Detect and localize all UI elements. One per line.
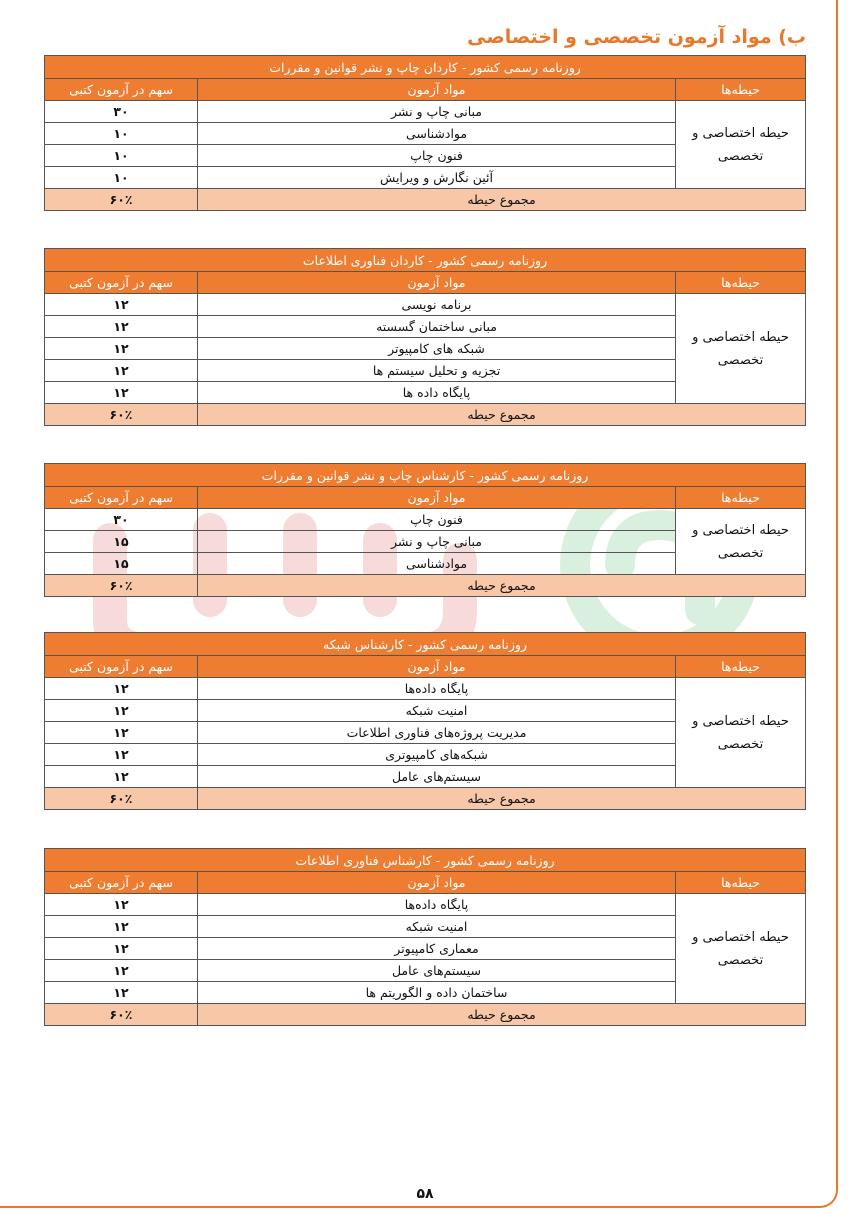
table-row <box>45 894 806 916</box>
column-header-share: سهم در آزمون کتبی <box>45 656 198 678</box>
column-header-domain: حیطه‌ها <box>676 872 806 894</box>
subject-cell: تجزیه و تحلیل سیستم ها <box>198 360 676 382</box>
subject-cell: مدیریت پروژه‌های فناوری اطلاعات <box>198 722 676 744</box>
subject-cell: پایگاه داده‌ها <box>198 894 676 916</box>
subject-cell: شبکه های کامپیوتر <box>198 338 676 360</box>
share-cell: ۱۲ <box>45 894 198 916</box>
exam-table <box>44 463 806 597</box>
subject-cell: مبانی ساختمان گسسته <box>198 316 676 338</box>
subject-cell: امنیت شبکه <box>198 700 676 722</box>
column-header-domain: حیطه‌ها <box>676 487 806 509</box>
subject-cell: پایگاه داده‌ها <box>198 678 676 700</box>
column-header-subject: مواد آزمون <box>198 487 676 509</box>
column-header-share: سهم در آزمون کتبی <box>45 79 198 101</box>
column-header-share: سهم در آزمون کتبی <box>45 872 198 894</box>
total-label: مجموع حیطه <box>198 189 806 211</box>
column-header-subject: مواد آزمون <box>198 872 676 894</box>
total-label: مجموع حیطه <box>198 575 806 597</box>
subject-cell: شبکه‌های کامپیوتری <box>198 744 676 766</box>
subject-cell: آئین نگارش و ویرایش <box>198 167 676 189</box>
table-row <box>45 101 806 123</box>
share-cell: ۳۰ <box>45 509 198 531</box>
total-row <box>45 404 806 426</box>
total-label: مجموع حیطه <box>198 788 806 810</box>
table-title: روزنامه رسمی کشور - کارشناس فناوری اطلاعات <box>45 849 806 872</box>
total-value: ۶۰٪ <box>45 788 198 810</box>
subject-cell: موادشناسی <box>198 123 676 145</box>
table-title: روزنامه رسمی کشور - کارشناس چاپ و نشر قوانین و مقررات <box>45 464 806 487</box>
total-value: ۶۰٪ <box>45 189 198 211</box>
table-title: روزنامه رسمی کشور - کاردان چاپ و نشر قوانین و مقررات <box>45 56 806 79</box>
domain-cell: حیطه اختصاصی و تخصصی <box>676 509 806 575</box>
total-value: ۶۰٪ <box>45 1004 198 1026</box>
subject-cell: مبانی چاپ و نشر <box>198 531 676 553</box>
subject-cell: سیستم‌های عامل <box>198 766 676 788</box>
subject-cell: برنامه نویسی <box>198 294 676 316</box>
share-cell: ۱۲ <box>45 382 198 404</box>
total-label: مجموع حیطه <box>198 1004 806 1026</box>
share-cell: ۱۲ <box>45 294 198 316</box>
column-header-subject: مواد آزمون <box>198 272 676 294</box>
share-cell: ۱۲ <box>45 938 198 960</box>
share-cell: ۱۲ <box>45 960 198 982</box>
column-header-subject: مواد آزمون <box>198 656 676 678</box>
subject-cell: پایگاه داده ها <box>198 382 676 404</box>
share-cell: ۱۲ <box>45 678 198 700</box>
total-value: ۶۰٪ <box>45 404 198 426</box>
share-cell: ۱۰ <box>45 123 198 145</box>
subject-cell: فنون چاپ <box>198 145 676 167</box>
exam-table <box>44 55 806 211</box>
table-row <box>45 678 806 700</box>
column-header-domain: حیطه‌ها <box>676 656 806 678</box>
total-row <box>45 1004 806 1026</box>
column-header-share: سهم در آزمون کتبی <box>45 487 198 509</box>
column-header-share: سهم در آزمون کتبی <box>45 272 198 294</box>
total-value: ۶۰٪ <box>45 575 198 597</box>
share-cell: ۱۰ <box>45 145 198 167</box>
share-cell: ۱۲ <box>45 766 198 788</box>
exam-table <box>44 848 806 1026</box>
page-number: ۵۸ <box>416 1186 434 1202</box>
share-cell: ۳۰ <box>45 101 198 123</box>
subject-cell: ساختمان داده و الگوریتم ها <box>198 982 676 1004</box>
domain-cell: حیطه اختصاصی و تخصصی <box>676 894 806 1004</box>
page-title: ب) مواد آزمون تخصصی و اختصاصی <box>467 26 806 48</box>
share-cell: ۱۵ <box>45 553 198 575</box>
share-cell: ۱۲ <box>45 700 198 722</box>
table-row <box>45 509 806 531</box>
subject-cell: موادشناسی <box>198 553 676 575</box>
total-row <box>45 189 806 211</box>
share-cell: ۱۲ <box>45 722 198 744</box>
share-cell: ۱۲ <box>45 982 198 1004</box>
exam-table <box>44 248 806 426</box>
subject-cell: امنیت شبکه <box>198 916 676 938</box>
share-cell: ۱۲ <box>45 316 198 338</box>
total-row <box>45 788 806 810</box>
total-label: مجموع حیطه <box>198 404 806 426</box>
share-cell: ۱۰ <box>45 167 198 189</box>
table-title: روزنامه رسمی کشور - کارشناس شبکه <box>45 633 806 656</box>
table-title: روزنامه رسمی کشور - کاردان فناوری اطلاعات <box>45 249 806 272</box>
subject-cell: فنون چاپ <box>198 509 676 531</box>
column-header-domain: حیطه‌ها <box>676 79 806 101</box>
exam-table <box>44 632 806 810</box>
share-cell: ۱۵ <box>45 531 198 553</box>
domain-cell: حیطه اختصاصی و تخصصی <box>676 678 806 788</box>
subject-cell: سیستم‌های عامل <box>198 960 676 982</box>
share-cell: ۱۲ <box>45 916 198 938</box>
total-row <box>45 575 806 597</box>
column-header-subject: مواد آزمون <box>198 79 676 101</box>
domain-cell: حیطه اختصاصی و تخصصی <box>676 294 806 404</box>
subject-cell: مبانی چاپ و نشر <box>198 101 676 123</box>
subject-cell: معماری کامپیوتر <box>198 938 676 960</box>
share-cell: ۱۲ <box>45 360 198 382</box>
share-cell: ۱۲ <box>45 744 198 766</box>
share-cell: ۱۲ <box>45 338 198 360</box>
table-row <box>45 294 806 316</box>
domain-cell: حیطه اختصاصی و تخصصی <box>676 101 806 189</box>
column-header-domain: حیطه‌ها <box>676 272 806 294</box>
